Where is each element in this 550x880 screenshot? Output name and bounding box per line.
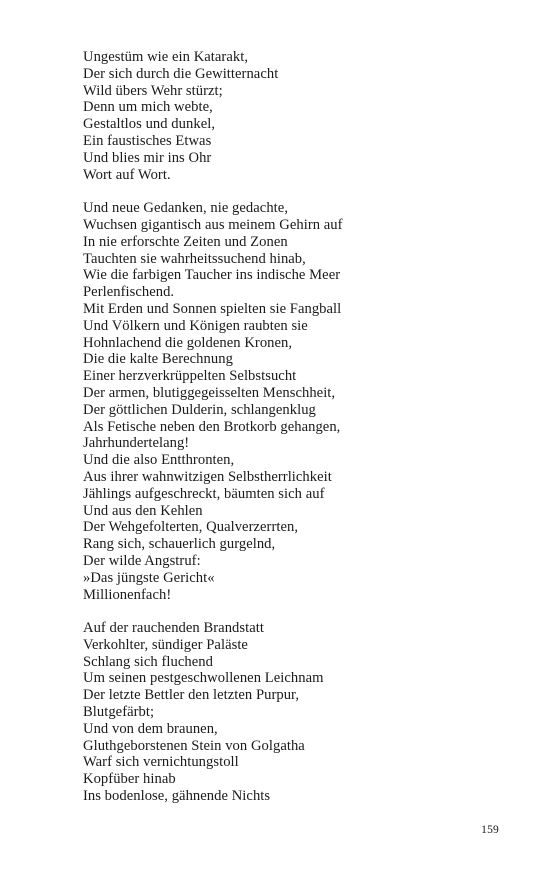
poem-line: Schlang sich fluchend [83,653,213,670]
poem-line: Der letzte Bettler den letzten Purpur, [83,687,300,704]
poem-line: Verkohlter, sündiger Paläste [83,636,248,653]
poem-line: Auf der rauchenden Brandstatt [83,620,264,637]
poem-line: Ein faustisches Etwas [83,132,212,149]
poem-line: Der wilde Angstruf: [83,552,201,569]
poem-line: In nie erforschte Zeiten und Zonen [83,233,288,250]
poem-line: Millionenfach! [83,586,172,603]
poem-line: Der armen, blutiggegeisselten Menschheit, [83,384,336,401]
poem-line: Der Wehgefolterten, Qualverzerrten, [83,519,299,536]
stanza [83,200,503,603]
poem-line: Hohnlachend die goldenen Kronen, [83,334,293,351]
poem-line: Und von dem braunen, [83,720,218,737]
poem-line: Jahrhundertelang! [83,435,190,452]
poem-line: Und Völkern und Königen raubten sie [83,317,308,334]
poem-line: Die die kalte Berechnung [83,351,233,368]
poem-line: Wie die farbigen Taucher ins indische Meer [83,267,341,284]
poem-line: Der göttlichen Dulderin, schlangenklug [83,401,316,418]
poem-line: Gestaltlos und dunkel, [83,116,216,133]
poem-line: Als Fetische neben den Brotkorb gehangen, [83,418,341,435]
poem-line: Gluthgeborstenen Stein von Golgatha [83,737,305,754]
poem-line: Und aus den Kehlen [83,502,203,519]
poem-line: Wort auf Wort. [83,166,171,183]
stanza [83,49,503,183]
poem-line: Tauchten sie wahrheitssuchend hinab, [83,250,306,267]
poem-line: Ins bodenlose, gähnende Nichts [83,788,271,805]
poem-line: Jählings aufgeschreckt, bäumten sich auf [83,485,325,502]
poem-line: Rang sich, schauerlich gurgelnd, [83,536,276,553]
poem-line: Mit Erden und Sonnen spielten sie Fangball [83,300,342,317]
poem-line: Wuchsen gigantisch aus meinem Gehirn auf [83,216,343,233]
poem-line: Blutgefärbt; [83,704,155,721]
poem-line: Einer herzverkrüppelten Selbstsucht [83,368,297,385]
poem-line: Wild übers Wehr stürzt; [83,82,223,99]
poem-line: »Das jüngste Gericht« [83,569,215,586]
poem-text [83,49,503,805]
poem-line: Und blies mir ins Ohr [83,149,212,166]
poem-line: Ungestüm wie ein Katarakt, [83,49,249,65]
poem-line: Und neue Gedanken, nie gedachte, [83,200,289,217]
poem-line: Der sich durch die Gewitternacht [83,65,279,82]
poem-line: Aus ihrer wahnwitzigen Selbstherrlichkeit [83,468,332,485]
poem-line: Und die also Entthronten, [83,452,235,469]
poem-line: Um seinen pestgeschwollenen Leichnam [83,670,324,687]
page-number: 159 [481,824,499,836]
poem-line: Perlenfischend. [83,284,175,301]
poem-line: Kopfüber hinab [83,771,176,788]
stanza [83,620,503,805]
poem-line: Denn um mich webte, [83,99,213,116]
poem-line: Warf sich vernichtungstoll [83,754,239,771]
